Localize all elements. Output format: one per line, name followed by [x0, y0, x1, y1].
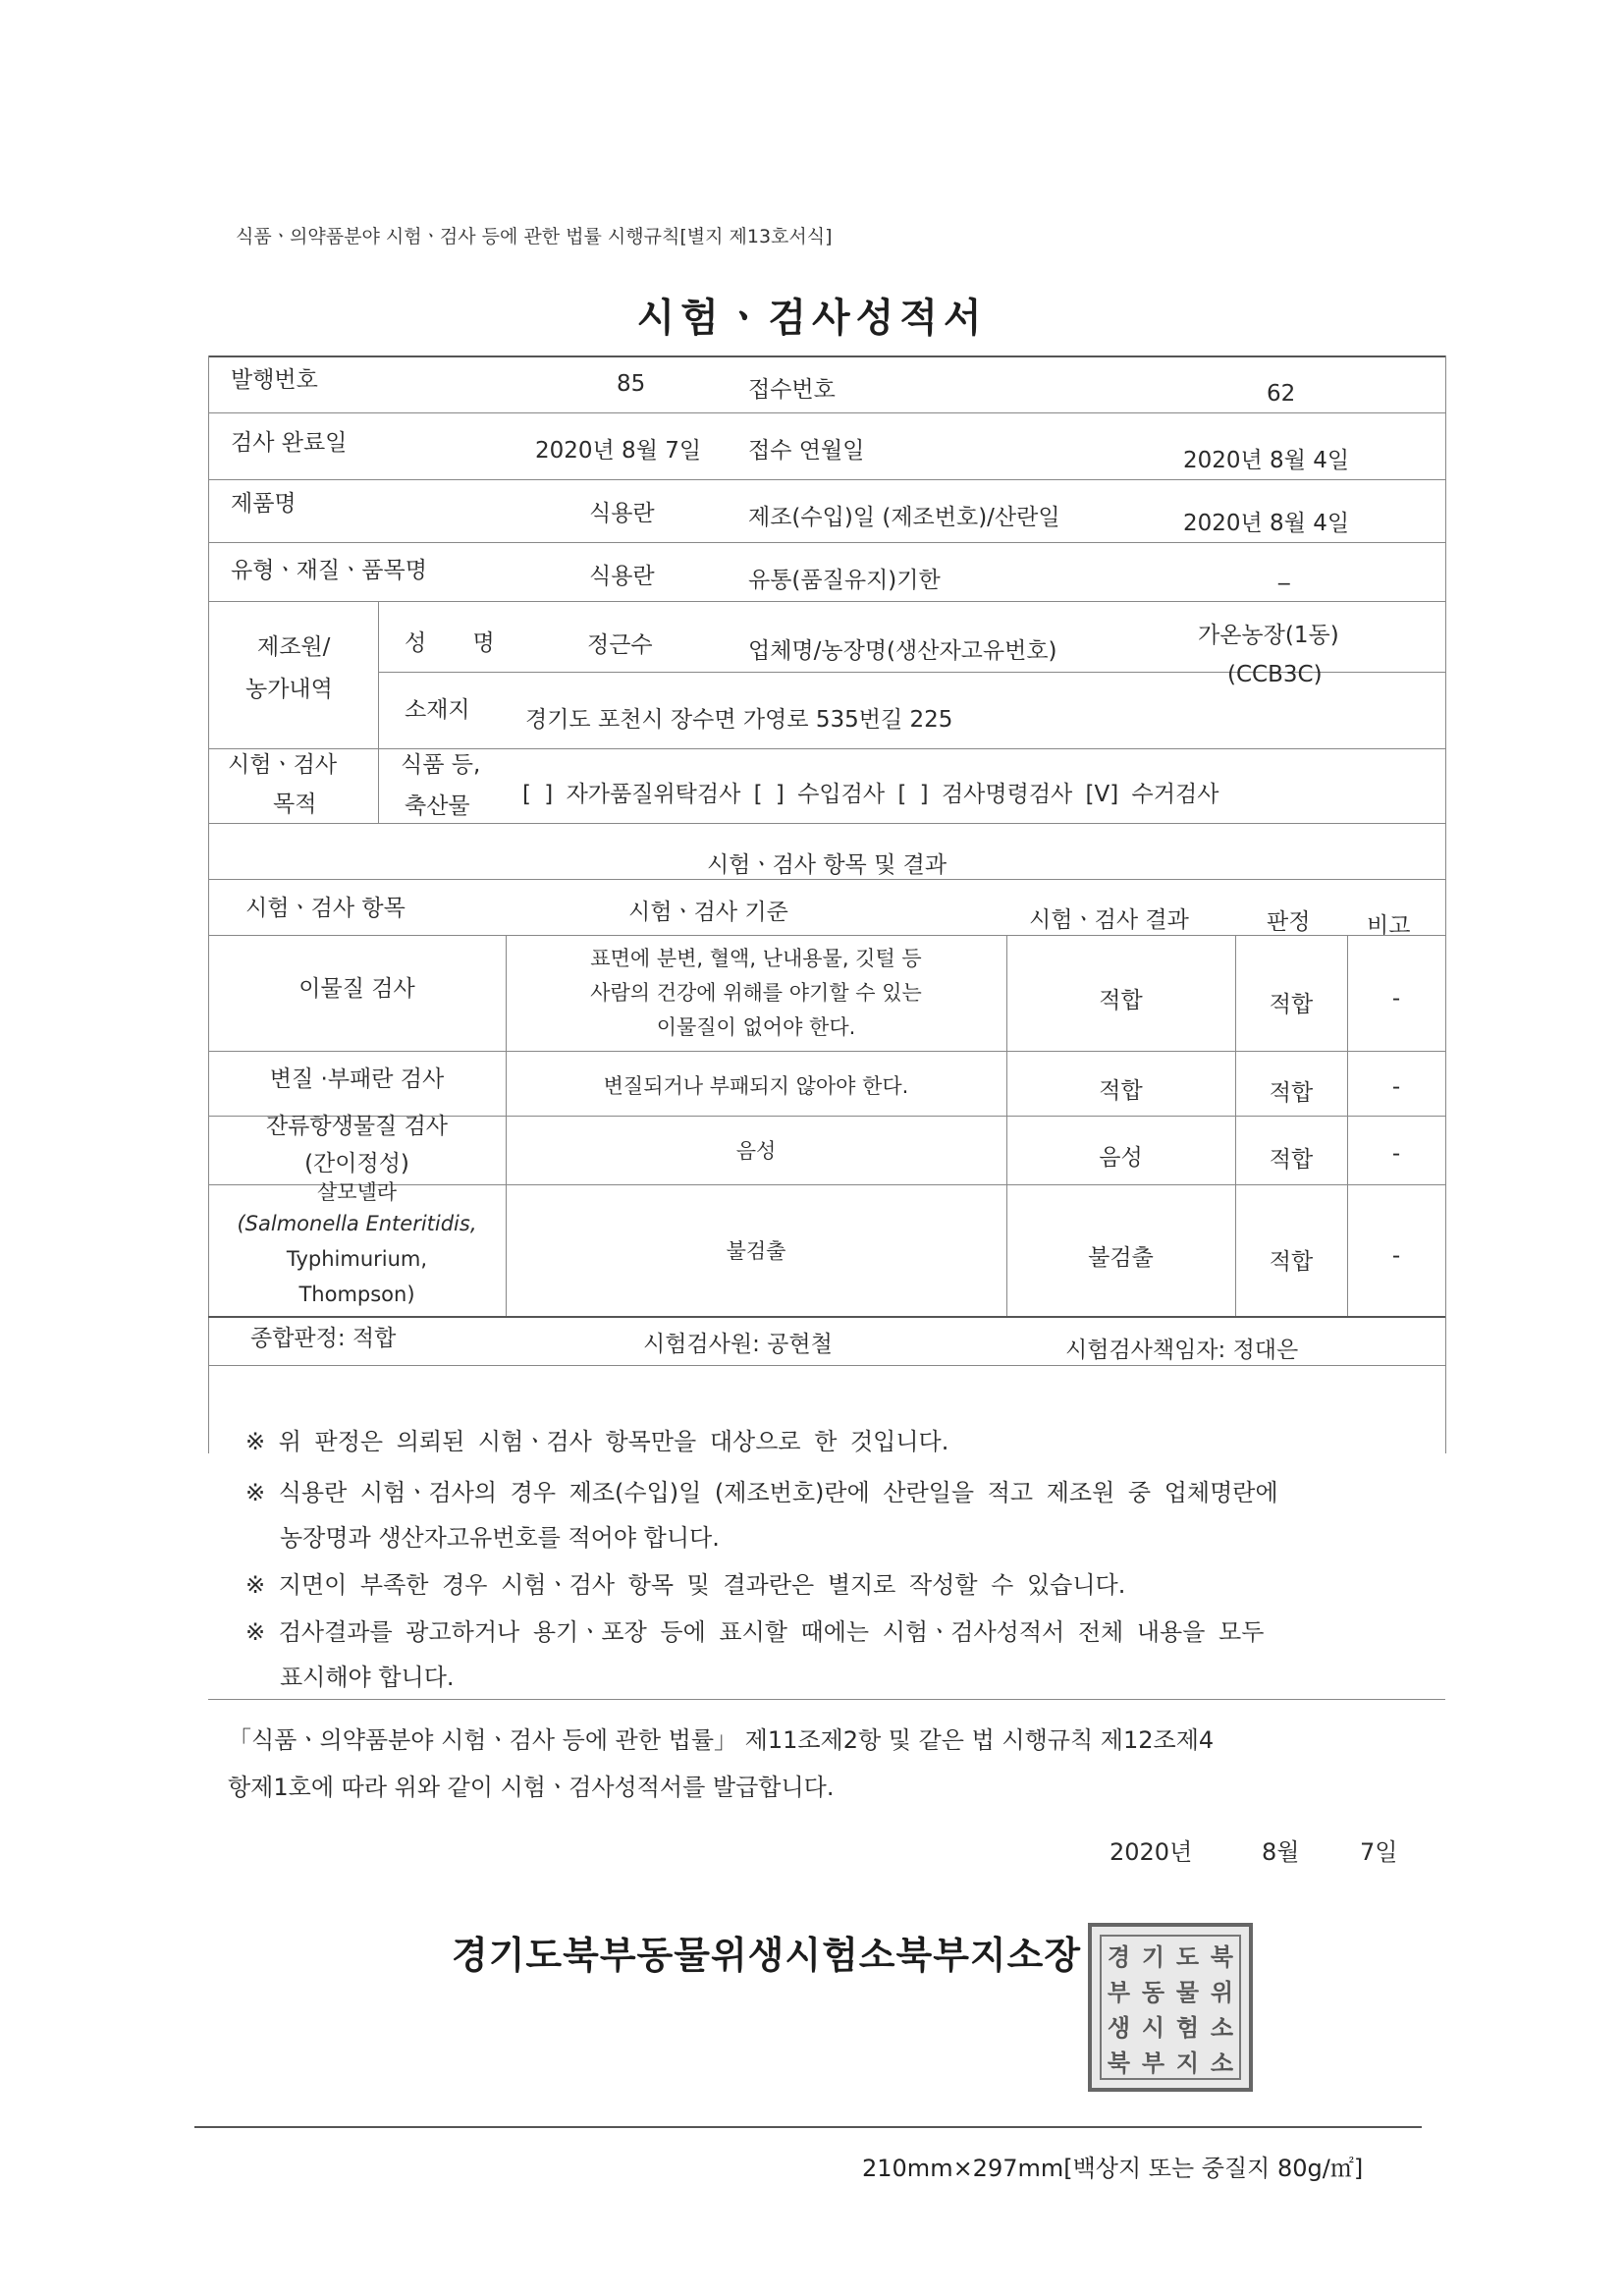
note-1: ※ 위 판정은 의뢰된 시험ㆍ검사 항목만을 대상으로 한 것입니다. [245, 1428, 949, 1455]
name-label: 성 명 [405, 630, 514, 656]
seal-glyph: 기 [1141, 1942, 1165, 1971]
law-reference: 식품ㆍ의약품분야 시험ㆍ검사 등에 관한 법률 시행규칙[별지 제13호서식] [236, 226, 833, 247]
result-note: - [1391, 1243, 1401, 1269]
seal-glyph: 소 [1210, 2049, 1234, 2077]
result-row-divider [208, 1051, 1445, 1052]
completion-date-label: 검사 완료일 [231, 430, 348, 456]
result-judgment: 적합 [1269, 1080, 1314, 1106]
purpose-label-2: 목적 [273, 792, 317, 817]
issue-no-label: 발행번호 [231, 367, 318, 393]
summary-divider [208, 1365, 1445, 1366]
official-seal [1088, 1923, 1253, 2092]
seal-glyph: 도 [1175, 1942, 1200, 1971]
result-note: - [1391, 1141, 1401, 1167]
result-item: 살모넬라 [316, 1180, 398, 1204]
receipt-date: 2020년 8월 4일 [1183, 448, 1350, 473]
seal-glyph: 부 [1107, 1978, 1131, 2006]
completion-date: 2020년 8월 7일 [535, 438, 702, 464]
result-judgment: 적합 [1269, 1147, 1314, 1173]
result-standard: 변질되거나 부패되지 않아야 한다. [603, 1074, 909, 1098]
result-item: 이물질 검사 [298, 976, 415, 1002]
result-item: 잔류항생물질 검사 [265, 1114, 449, 1139]
name-value: 정근수 [587, 632, 653, 658]
maker-label-2: 농가내역 [245, 677, 333, 702]
note-2a: ※ 식용란 시험ㆍ검사의 경우 제조(수입)일 (제조번호)란에 산란일을 적고 제조원 중 업체명란에 [245, 1479, 1278, 1506]
result-judgment: 적합 [1269, 992, 1314, 1017]
note-4b: 표시해야 합니다. [280, 1664, 455, 1691]
result-value: 적합 [1099, 988, 1143, 1013]
result-value: 불검출 [1088, 1245, 1154, 1271]
product-name-label: 제품명 [231, 491, 297, 517]
result-table-bottom [208, 1316, 1445, 1318]
document-title: 시험ㆍ검사성적서 [636, 296, 988, 341]
farm-code: (CCB3C) [1227, 662, 1323, 687]
official-seal-grid [1100, 1935, 1241, 2080]
farm-name: 가온농장(1동) [1198, 623, 1339, 648]
row-divider [208, 412, 1445, 413]
seal-glyph: 소 [1210, 2013, 1234, 2042]
type-value: 식용란 [589, 564, 655, 589]
test-manager: 시험검사책임자: 정대은 [1065, 1338, 1299, 1363]
result-item: (간이정성) [304, 1151, 409, 1176]
results-header-divider [208, 935, 1445, 936]
result-value: 음성 [1099, 1145, 1143, 1171]
col-note-header: 비고 [1367, 913, 1411, 939]
row-divider [208, 748, 1445, 749]
result-judgment: 적합 [1269, 1249, 1314, 1275]
table-right-border [1445, 355, 1446, 1453]
result-item: 변질 ·부패란 검사 [269, 1066, 445, 1092]
certification-line-1: 「식품ㆍ의약품분야 시험ㆍ검사 등에 관한 법률」 제11조제2항 및 같은 법 시행규칙 제12조제4 [228, 1726, 1215, 1754]
receipt-no-label: 접수번호 [748, 377, 836, 403]
page-bottom-border [194, 2126, 1422, 2128]
results-title-divider [208, 879, 1445, 880]
type-label: 유형ㆍ재질ㆍ품목명 [231, 558, 427, 583]
mfg-date-label: 제조(수입)일 (제조번호)/산란일 [748, 505, 1060, 530]
column-divider [378, 601, 379, 748]
issuer-name: 경기도북부동물위생시험소북부지소장 [452, 1934, 1082, 1977]
result-standard: 사람의 건강에 위해를 야기할 수 있는 [590, 981, 922, 1005]
category-2: 축산물 [405, 793, 470, 819]
address: 경기도 포천시 장수면 가영로 535번길 225 [525, 707, 953, 733]
farm-label: 업체명/농장명(생산자고유번호) [748, 638, 1057, 664]
row-divider [208, 542, 1445, 543]
purpose-options: [ ] 자가품질위탁검사 [ ] 수입검사 [ ] 검사명령검사 [V] 수거검사 [522, 782, 1219, 807]
maker-label-1: 제조원/ [257, 634, 331, 660]
mfg-date: 2020년 8월 4일 [1183, 511, 1350, 536]
issue-year: 2020년 [1110, 1838, 1193, 1866]
table-top-border [208, 355, 1445, 357]
section-divider [208, 823, 1445, 824]
issue-month: 8월 [1262, 1838, 1300, 1866]
paper-spec: 210mm×297mm[백상지 또는 중질지 80g/㎡] [862, 2155, 1364, 2182]
result-standard: 이물질이 없어야 한다. [656, 1015, 856, 1039]
col-judgment-header: 판정 [1267, 909, 1311, 935]
seal-glyph: 지 [1175, 2049, 1200, 2077]
result-note: - [1391, 1074, 1401, 1100]
product-name: 식용란 [589, 501, 655, 526]
result-item: (Salmonella Enteritidis, [237, 1212, 477, 1235]
seal-glyph: 물 [1175, 1978, 1200, 2006]
seal-glyph: 시 [1141, 2013, 1165, 2042]
seal-glyph: 험 [1175, 2013, 1200, 2042]
result-value: 적합 [1099, 1078, 1143, 1104]
overall-judgment: 종합판정: 적합 [250, 1326, 397, 1351]
shelf-life-label: 유통(품질유지)기한 [748, 568, 941, 593]
seal-glyph: 북 [1210, 1942, 1234, 1971]
result-item: Thompson) [298, 1283, 415, 1306]
address-label: 소재지 [405, 697, 470, 723]
issue-no: 85 [617, 371, 646, 397]
result-standard: 불검출 [726, 1239, 786, 1263]
result-standard: 표면에 분변, 혈액, 난내용물, 깃털 등 [590, 947, 922, 970]
note-3: ※ 지면이 부족한 경우 시험ㆍ검사 항목 및 결과란은 별지로 작성할 수 있습니다. [245, 1571, 1126, 1599]
col-result-header: 시험ㆍ검사 결과 [1029, 907, 1189, 933]
col-item-header: 시험ㆍ검사 항목 [245, 896, 406, 921]
seal-glyph: 위 [1210, 1978, 1234, 2006]
notes-divider [208, 1699, 1445, 1700]
category-1: 식품 등, [401, 752, 481, 778]
seal-glyph: 생 [1107, 2013, 1131, 2042]
result-item: Typhimurium, [286, 1247, 428, 1271]
row-divider [208, 479, 1445, 480]
result-standard: 음성 [735, 1139, 777, 1163]
row-divider [208, 601, 1445, 602]
note-2b: 농장명과 생산자고유번호를 적어야 합니다. [280, 1524, 720, 1552]
seal-glyph: 북 [1107, 2049, 1131, 2077]
purpose-label-1: 시험ㆍ검사 [228, 752, 338, 778]
receipt-date-label: 접수 연월일 [748, 438, 865, 464]
receipt-no: 62 [1267, 381, 1296, 407]
issue-day: 7일 [1360, 1838, 1398, 1866]
col-standard-header: 시험ㆍ검사 기준 [628, 900, 788, 925]
results-section-title: 시험ㆍ검사 항목 및 결과 [706, 852, 947, 878]
result-note: - [1391, 986, 1401, 1011]
shelf-life: _ [1278, 560, 1290, 585]
seal-glyph: 경 [1107, 1942, 1131, 1971]
tester: 시험검사원: 공현철 [643, 1332, 833, 1357]
certification-line-2: 항제1호에 따라 위와 같이 시험ㆍ검사성적서를 발급합니다. [228, 1774, 835, 1801]
seal-glyph: 부 [1141, 2049, 1165, 2077]
seal-glyph: 동 [1141, 1978, 1165, 2006]
column-divider [378, 748, 379, 823]
note-4a: ※ 검사결과를 광고하거나 용기ㆍ포장 등에 표시할 때에는 시험ㆍ검사성적서 전체 내용을 모두 [245, 1618, 1265, 1646]
